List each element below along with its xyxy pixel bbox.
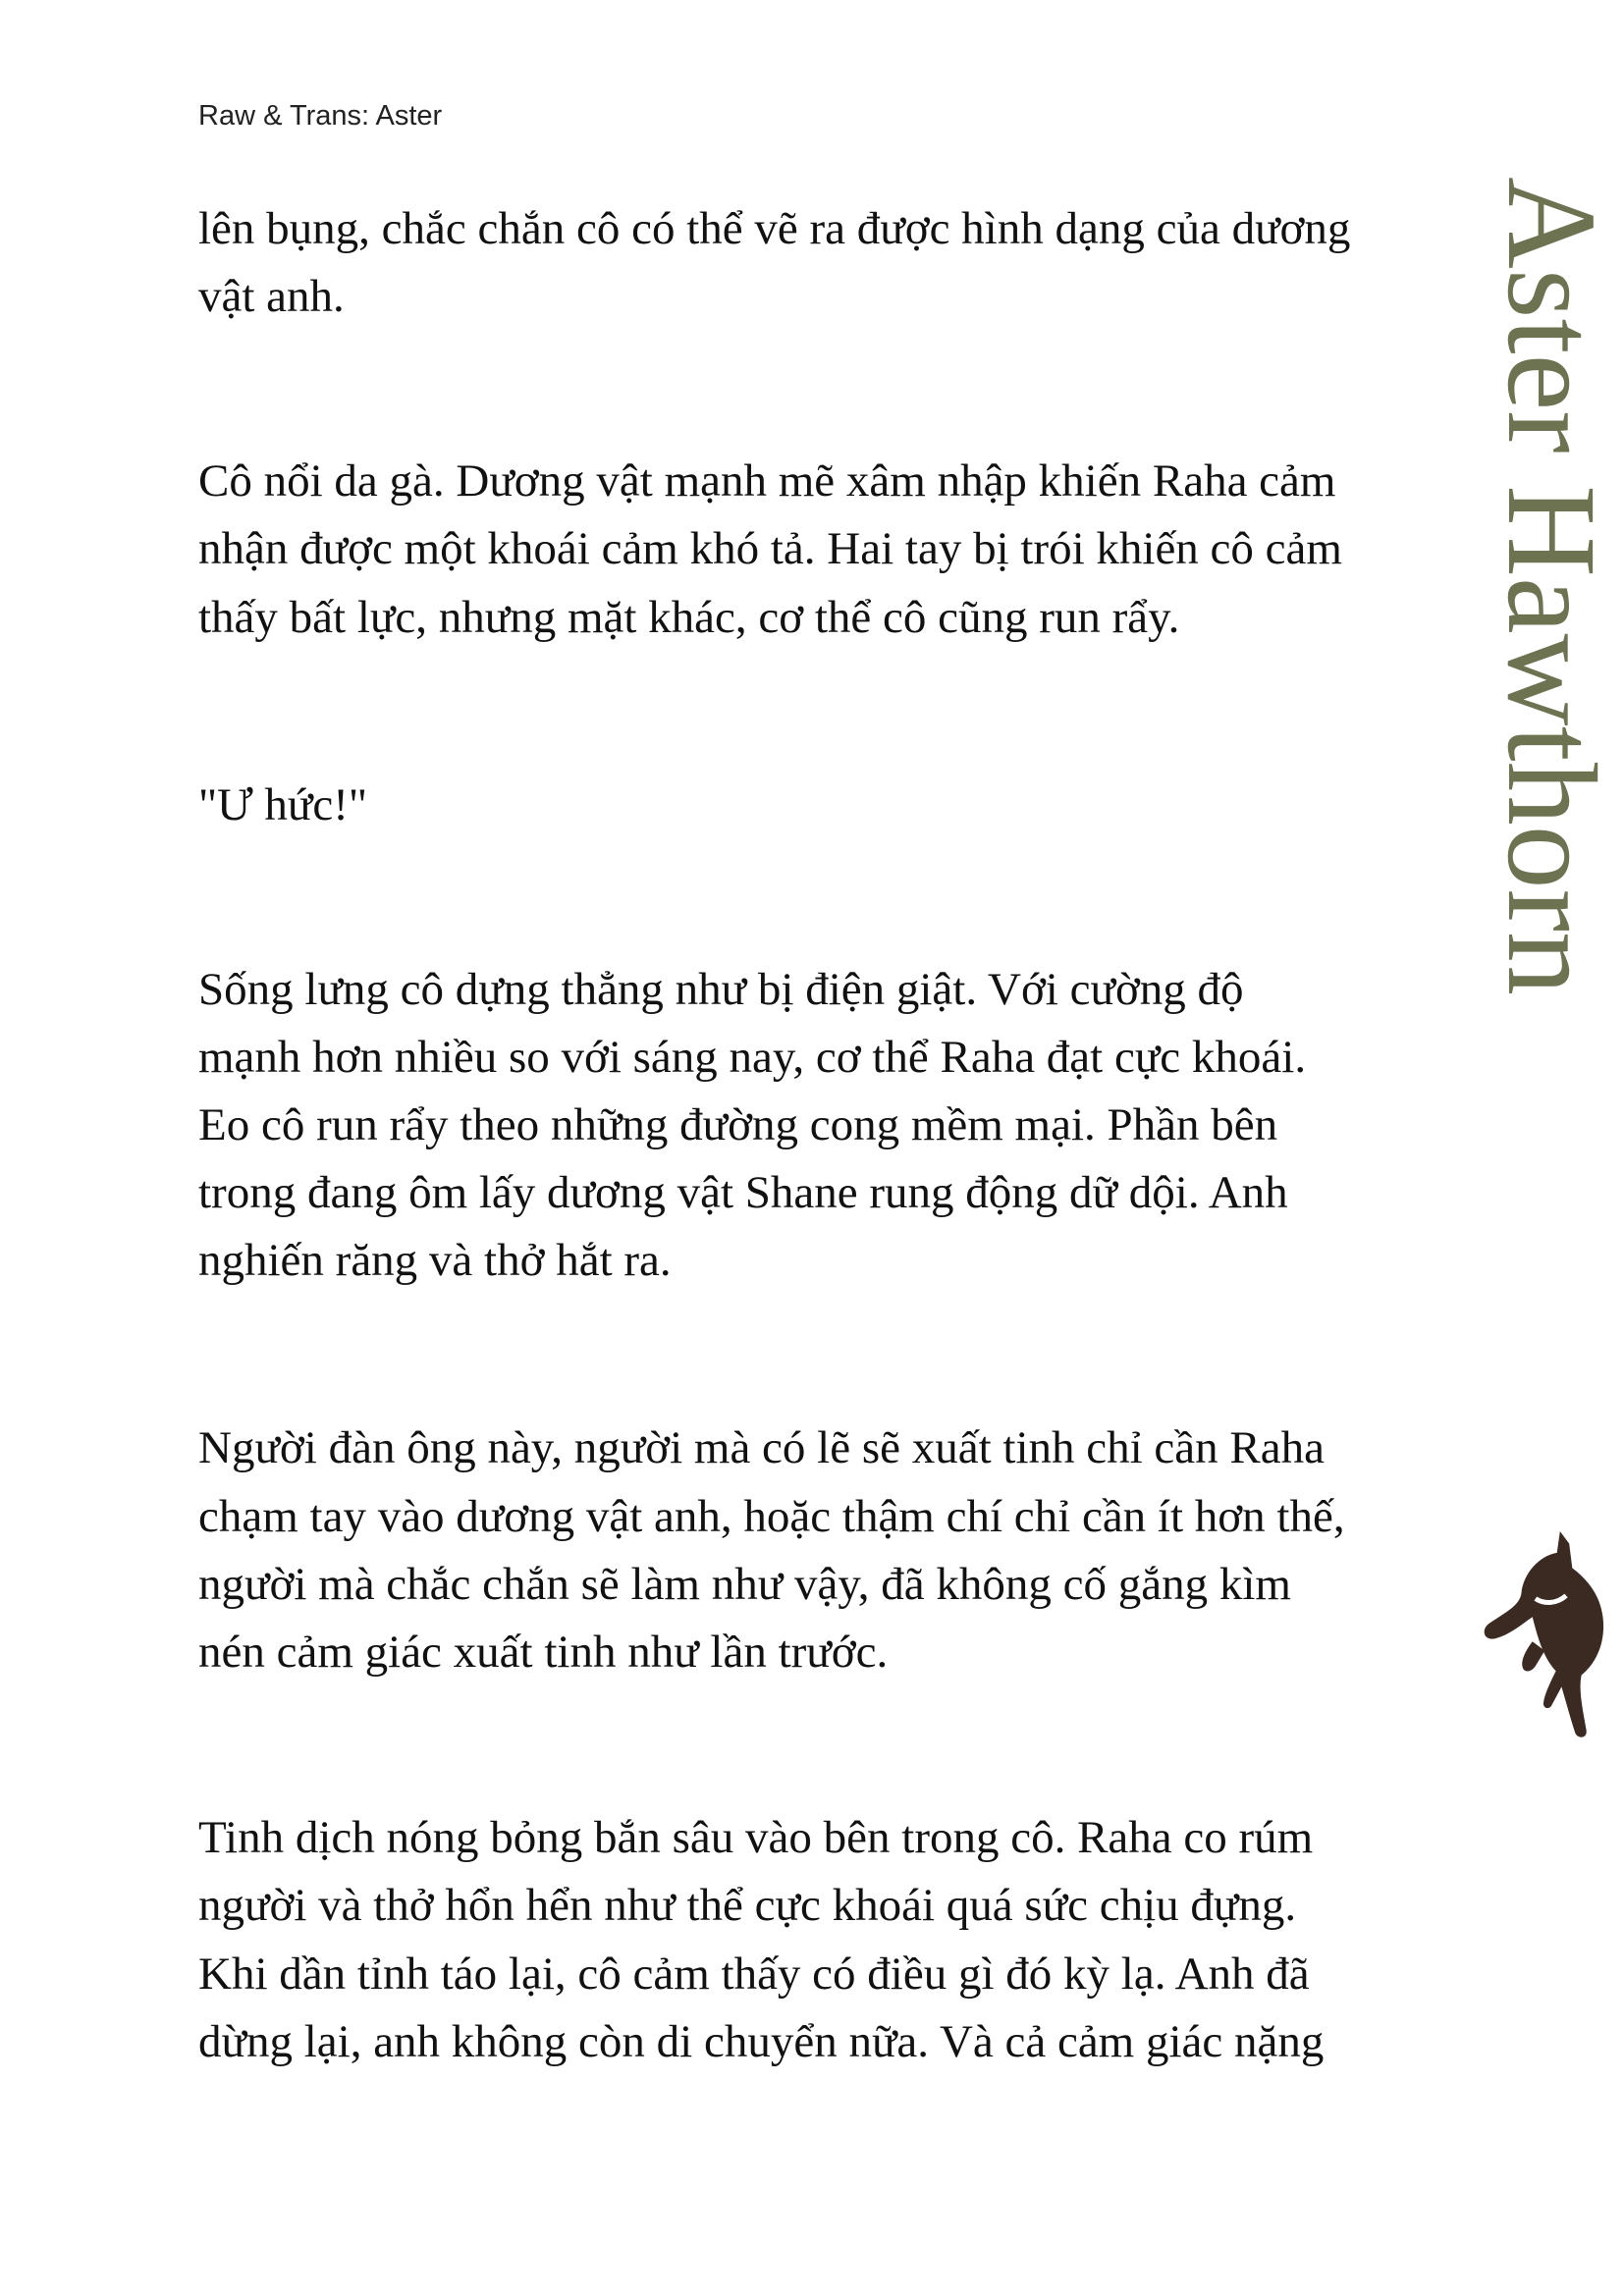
text-line: trong đang ôm lấy dương vật Shane rung động dữ dội. Anh [198,1167,1288,1218]
text-line: Cô nổi da gà. Dương vật mạnh mẽ xâm nhập khiến Raha cảm [198,455,1336,507]
text-line: mạnh hơn nhiều so với sáng nay, cơ thể Raha đạt cực khoái. [198,1032,1307,1083]
text-line: "Ư hức!" [198,779,368,830]
text-line: Sống lưng cô dựng thẳng như bị điện giật. Với cường độ [198,964,1244,1015]
cat-silhouette-icon [1465,1531,1612,1739]
text-line: nghiến răng và thở hắt ra. [198,1235,672,1286]
text-line: chạm tay vào dương vật anh, hoặc thậm chí chỉ cần ít hơn thế, [198,1491,1345,1542]
text-line: Người đàn ông này, người mà có lẽ sẽ xuất tinh chỉ cần Raha [198,1422,1325,1473]
page-header: Raw & Trans: Aster [198,100,443,132]
text-line: Khi dần tỉnh táo lại, cô cảm thấy có điều gì đó kỳ lạ. Anh đã [198,1949,1310,2000]
text-line: nhận được một khoái cảm khó tả. Hai tay bị trói khiến cô cảm [198,523,1342,574]
watermark-text: Aster Hawthorn [1481,177,1622,995]
text-line: Eo cô run rẩy theo những đường cong mềm mại. Phần bên [198,1099,1278,1150]
text-line: vật anh. [198,271,345,322]
text-line: người mà chắc chắn sẽ làm như vậy, đã không cố gắng kìm [198,1559,1291,1610]
text-line: nén cảm giác xuất tinh như lần trước. [198,1627,889,1678]
text-line: lên bụng, chắc chắn cô có thể vẽ ra được hình dạng của dương [198,203,1351,254]
text-line: dừng lại, anh không còn di chuyển nữa. Và cả cảm giác nặng [198,2016,1325,2067]
text-line: người và thở hổn hển như thể cực khoái quá sức chịu đựng. [198,1880,1297,1931]
text-line: thấy bất lực, nhưng mặt khác, cơ thể cô cũng run rẩy. [198,592,1180,643]
text-line: Tinh dịch nóng bỏng bắn sâu vào bên trong cô. Raha co rúm [198,1812,1314,1863]
